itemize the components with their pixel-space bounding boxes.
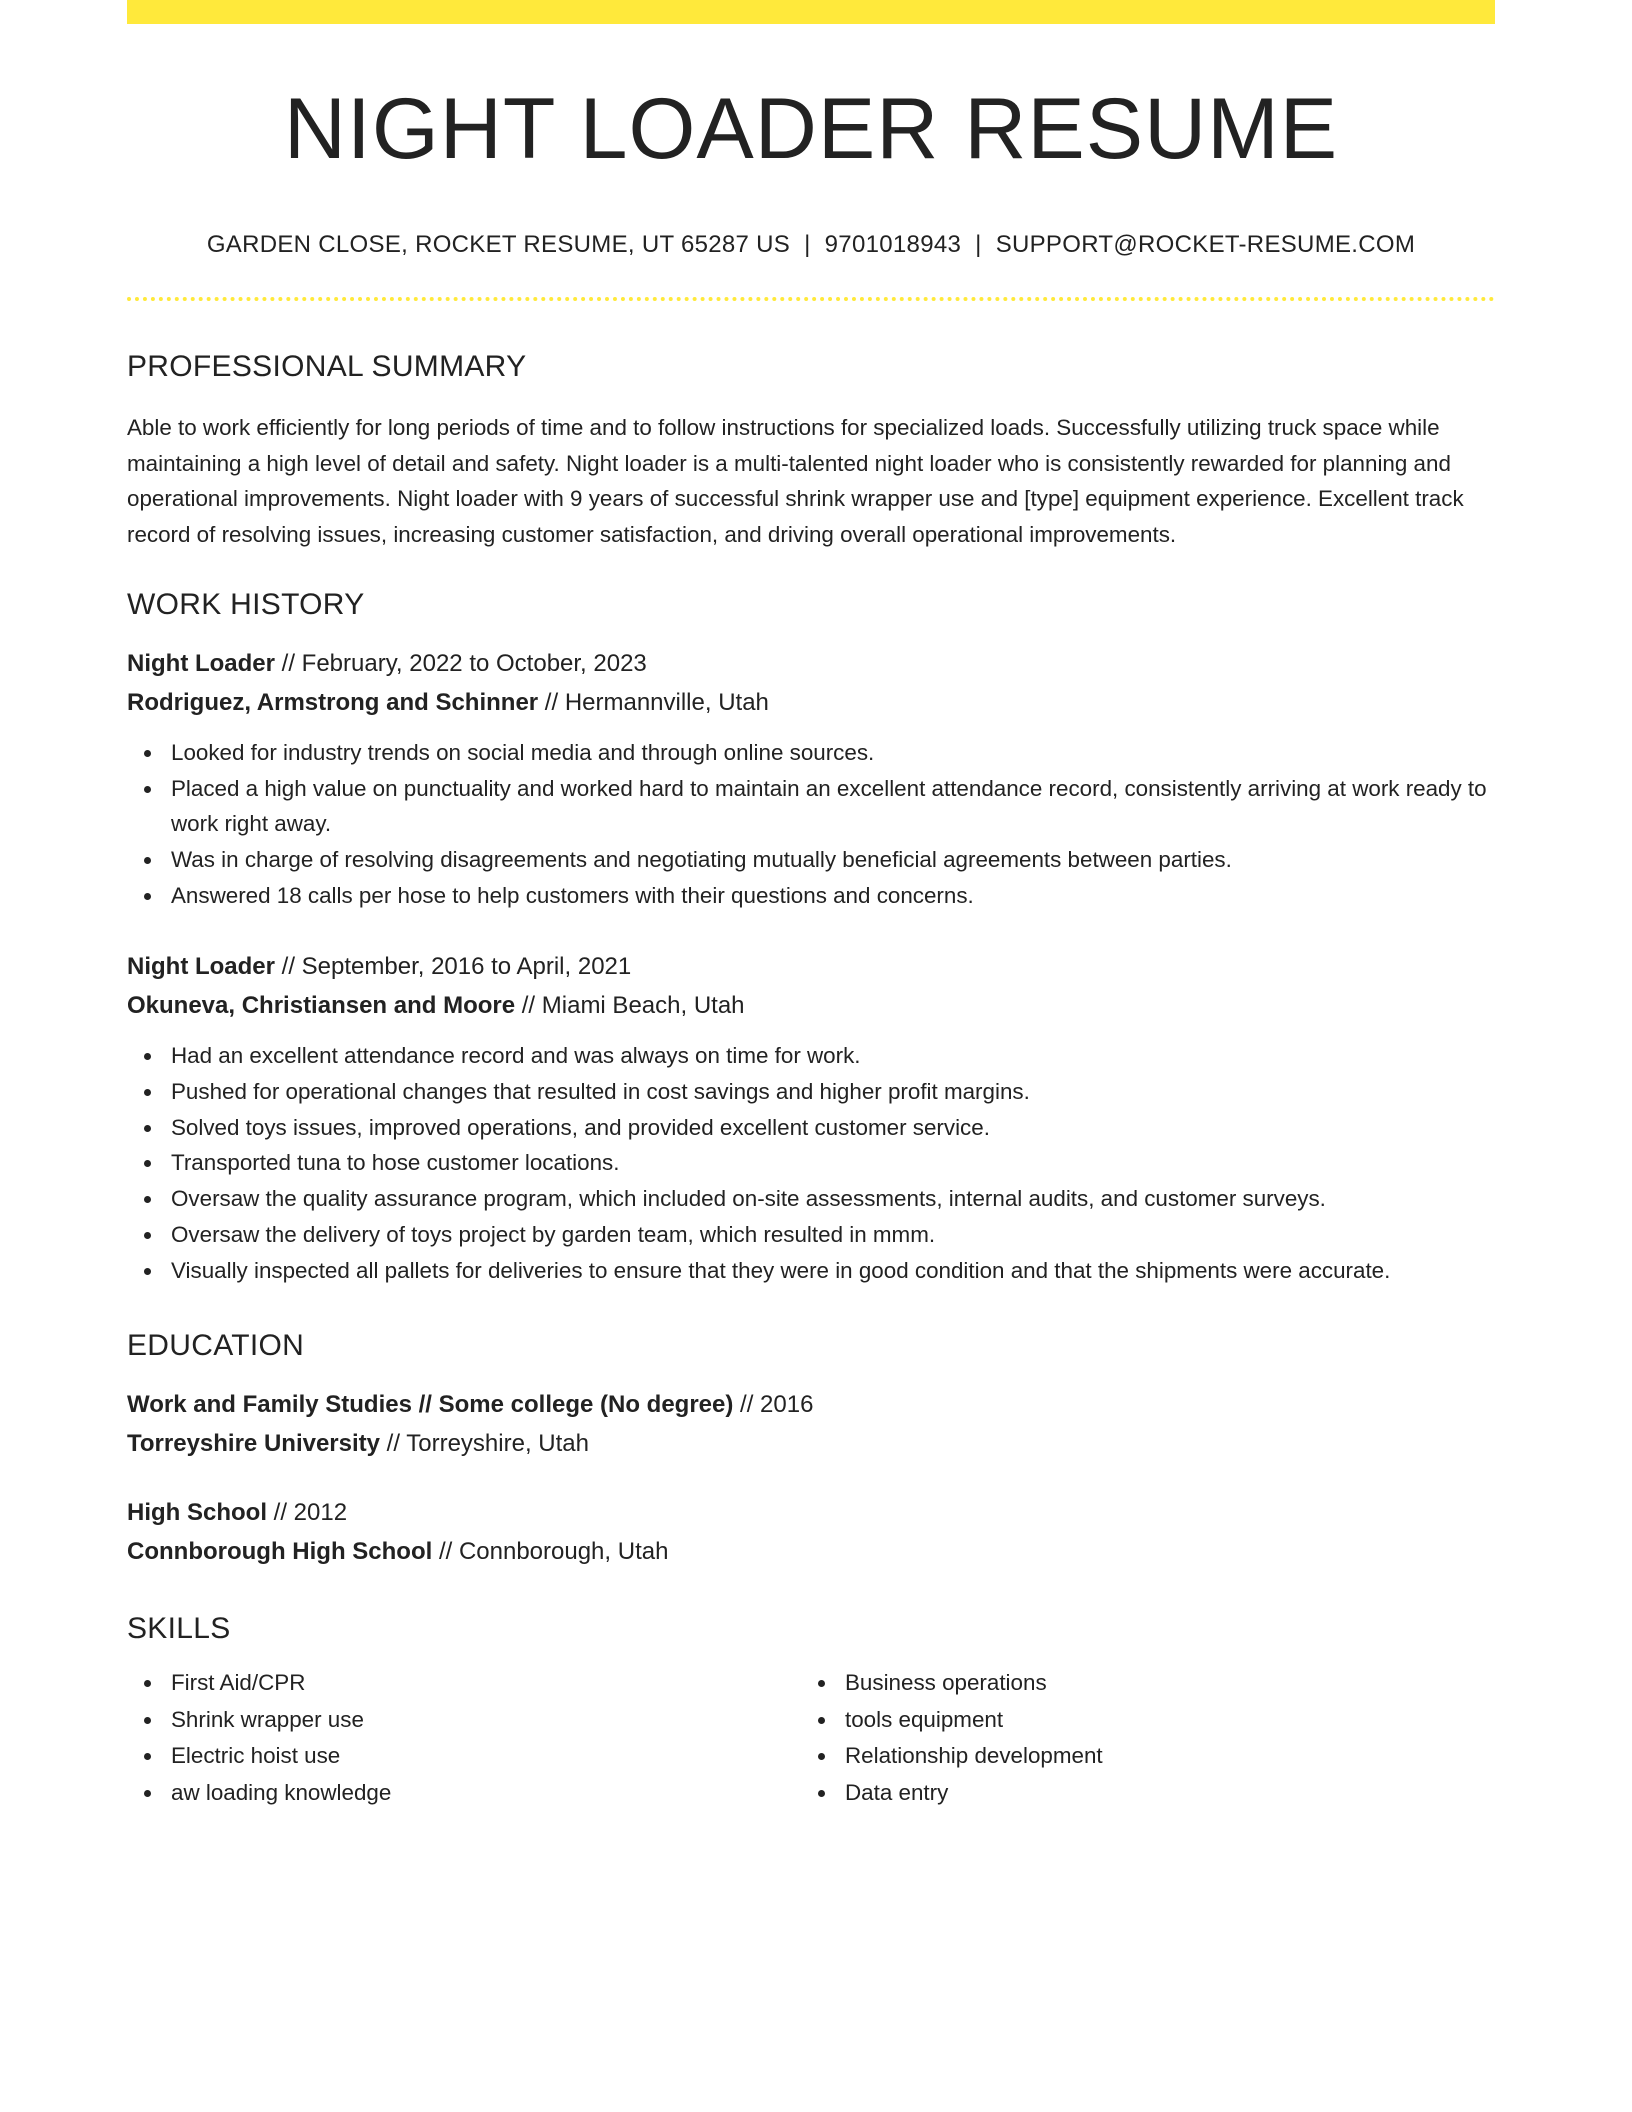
skills-list (127, 1665, 801, 1811)
skill-item: Business operations (845, 1665, 1475, 1702)
job-company: Okuneva, Christiansen and Moore (127, 992, 516, 1020)
job-company: Rodriguez, Armstrong and Schinner (127, 688, 539, 716)
skill-item: tools equipment (845, 1702, 1475, 1739)
education-degree: Work and Family Studies // Some college (No degree) (127, 1391, 734, 1419)
skill-item: Shrink wrapper use (171, 1702, 801, 1739)
job-dates: // September, 2016 to April, 2021 (275, 953, 632, 981)
list-item: Answered 18 calls per hose to help customers with their questions and concerns. (171, 878, 1495, 914)
list-item: Was in charge of resolving disagreements and negotiating mutually beneficial agreements between parties. (171, 842, 1495, 878)
dotted-divider (127, 297, 1495, 301)
resume-page (127, 0, 1495, 1811)
skill-item: Electric hoist use (171, 1738, 801, 1775)
accent-top-bar (127, 0, 1495, 24)
job-bullet-list (127, 1038, 1495, 1288)
resume-title: NIGHT LOADER RESUME (283, 81, 1339, 177)
skills-column-left (127, 1665, 801, 1811)
section-title-work-history: WORK HISTORY (127, 587, 365, 621)
job-role-line (127, 947, 1495, 986)
summary-text: Able to work efficiently for long periods of time and to follow instructions for specialized loads. Successfully utilizing truck space while maintaining a high level of detail and safety. Night loader is a multi-talented night loader who is consistently rewarded for planning and operational improvements. Night loader with 9 years of successful shrink wrapper use and [type] equipment experience. Excellent track record of resolving issues, increasing customer satisfaction, and driving overall operational improvements. (127, 415, 1464, 548)
education-school: Torreyshire University (127, 1430, 380, 1458)
section-title-skills: SKILLS (127, 1612, 231, 1646)
list-item: Transported tuna to hose customer locations. (171, 1145, 1495, 1181)
education-location: // Connborough, Utah (432, 1538, 669, 1566)
contact-line (127, 233, 1495, 257)
job-location: // Miami Beach, Utah (515, 992, 745, 1020)
contact-email: SUPPORT@ROCKET-RESUME.COM (995, 231, 1416, 258)
skills-column-right (801, 1665, 1475, 1811)
contact-address: GARDEN CLOSE, ROCKET RESUME, UT 65287 US (206, 231, 791, 258)
contact-separator: | (975, 231, 982, 258)
contact-phone: 9701018943 (824, 231, 962, 258)
job-entry (127, 644, 1495, 914)
list-item: Oversaw the quality assurance program, which included on-site assessments, internal audits, and customer surveys. (171, 1181, 1495, 1217)
job-role: Night Loader (127, 649, 275, 677)
skills-list (801, 1665, 1475, 1811)
section-title-education: EDUCATION (127, 1329, 305, 1363)
job-company-line (127, 683, 1495, 722)
job-role-line (127, 644, 1495, 683)
job-entry (127, 947, 1495, 1288)
job-dates: // February, 2022 to October, 2023 (275, 649, 647, 677)
skill-item: First Aid/CPR (171, 1665, 801, 1702)
skill-item: Relationship development (845, 1738, 1475, 1775)
contact-separator: | (804, 231, 811, 258)
education-year: // 2012 (267, 1499, 348, 1527)
job-location: // Hermannville, Utah (538, 688, 769, 716)
list-item: Placed a high value on punctuality and worked hard to maintain an excellent attendance record, consistently arriving at work ready to work right away. (171, 771, 1495, 842)
list-item: Visually inspected all pallets for deliveries to ensure that they were in good condition and that the shipments were accurate. (171, 1253, 1495, 1289)
education-location: // Torreyshire, Utah (380, 1430, 589, 1458)
education-degree-line (127, 1385, 1495, 1424)
education-school-line (127, 1532, 1495, 1571)
education-year: // 2016 (733, 1391, 814, 1419)
education-school-line (127, 1424, 1495, 1463)
skill-item: aw loading knowledge (171, 1775, 801, 1812)
skills-grid (127, 1665, 1495, 1811)
education-entry (127, 1493, 1495, 1571)
list-item: Pushed for operational changes that resulted in cost savings and higher profit margins. (171, 1074, 1495, 1110)
education-entry (127, 1385, 1495, 1463)
education-degree-line (127, 1493, 1495, 1532)
job-bullet-list (127, 735, 1495, 914)
list-item: Solved toys issues, improved operations, and provided excellent customer service. (171, 1110, 1495, 1146)
list-item: Oversaw the delivery of toys project by garden team, which resulted in mmm. (171, 1217, 1495, 1253)
job-company-line (127, 986, 1495, 1025)
list-item: Looked for industry trends on social media and through online sources. (171, 735, 1495, 771)
section-title-summary: PROFESSIONAL SUMMARY (127, 350, 527, 383)
skill-item: Data entry (845, 1775, 1475, 1812)
education-school: Connborough High School (127, 1538, 433, 1566)
education-degree: High School (127, 1499, 267, 1527)
job-role: Night Loader (127, 953, 275, 981)
list-item: Had an excellent attendance record and was always on time for work. (171, 1038, 1495, 1074)
